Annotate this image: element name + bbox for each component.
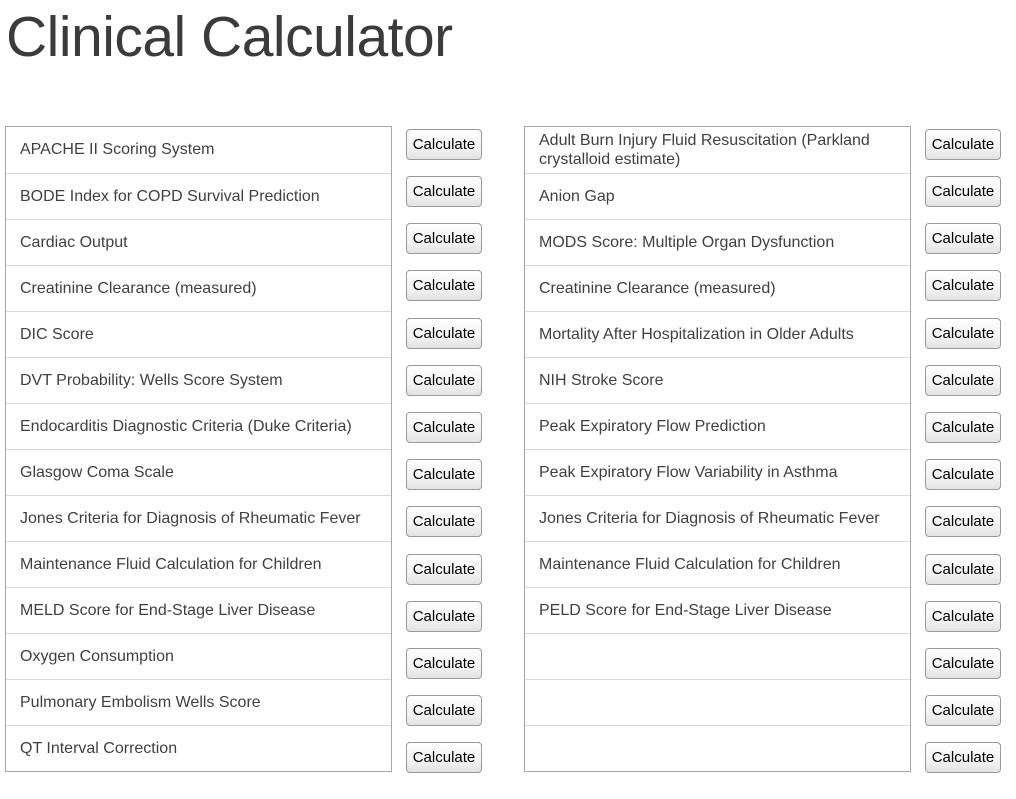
list-item-label: Mortality After Hospitalization in Older Adults [539,325,854,343]
button-slot [911,506,1001,553]
list-item-label: NIH Stroke Score [539,371,664,389]
calculate-button[interactable]: Calculate [406,270,482,301]
list-item [6,449,391,495]
list-item [525,219,910,265]
list-item [6,725,391,771]
list-item-label: PELD Score for End-Stage Liver Disease [539,601,832,619]
list-item-label: Creatinine Clearance (measured) [539,279,776,297]
button-slot [911,648,1001,695]
list-item [6,173,391,219]
button-slot [911,270,1001,317]
list-item [525,449,910,495]
calculate-button[interactable]: Calculate [406,365,482,396]
list-item [525,541,910,587]
calculate-button[interactable]: Calculate [406,318,482,349]
calculate-button[interactable]: Calculate [406,695,482,726]
list-item [525,127,910,173]
button-slot [911,601,1001,648]
list-item [525,265,910,311]
button-slot [911,129,1001,176]
calculate-button[interactable]: Calculate [925,695,1001,726]
button-slot [911,176,1001,223]
list-item [525,679,910,725]
calculate-button[interactable]: Calculate [925,318,1001,349]
list-item-label: Jones Criteria for Diagnosis of Rheumatic Fever [539,509,880,527]
list-item-label: Glasgow Coma Scale [20,463,174,481]
list-item-label: Pulmonary Embolism Wells Score [20,693,261,711]
list-item [6,127,391,173]
calculate-button[interactable]: Calculate [406,176,482,207]
calculate-button[interactable]: Calculate [406,459,482,490]
list-item [525,357,910,403]
button-slot [911,365,1001,412]
button-slot [911,742,1001,789]
calculator-list-right [524,126,911,772]
calculate-button[interactable]: Calculate [925,554,1001,585]
button-slot [911,554,1001,601]
calculate-button[interactable]: Calculate [406,506,482,537]
calculate-button[interactable]: Calculate [925,223,1001,254]
calculator-columns [5,126,1016,790]
button-slot [392,365,482,412]
calculator-list-left [5,126,392,772]
button-slot [392,459,482,506]
calculate-button[interactable]: Calculate [406,648,482,679]
list-item-label: Peak Expiratory Flow Variability in Asthma [539,463,838,481]
calculate-button[interactable]: Calculate [406,601,482,632]
calculate-button[interactable]: Calculate [925,601,1001,632]
list-item-label: Creatinine Clearance (measured) [20,279,257,297]
calculate-button[interactable]: Calculate [925,270,1001,301]
list-item [525,495,910,541]
calculate-button[interactable]: Calculate [925,412,1001,443]
button-slot [911,223,1001,270]
list-item [6,265,391,311]
list-item-label: Cardiac Output [20,233,128,251]
list-item-label: QT Interval Correction [20,739,178,757]
list-item [6,541,391,587]
button-slot [392,601,482,648]
list-item [6,587,391,633]
list-item-label: DIC Score [20,325,94,343]
calculate-button[interactable]: Calculate [406,554,482,585]
list-item-label: BODE Index for COPD Survival Prediction [20,187,320,205]
button-slot [392,176,482,223]
list-item [6,495,391,541]
calculator-column-left [5,126,482,790]
list-item [6,679,391,725]
list-item-label: Peak Expiratory Flow Prediction [539,417,766,435]
button-slot [392,318,482,365]
list-item-label: Adult Burn Injury Fluid Resuscitation (Parkland crystalloid estimate) [539,131,870,168]
list-item [6,311,391,357]
list-item-label: Endocarditis Diagnostic Criteria (Duke Criteria) [20,417,352,435]
calculate-button[interactable]: Calculate [925,506,1001,537]
calculate-button[interactable]: Calculate [925,129,1001,160]
list-item-label: DVT Probability: Wells Score System [20,371,283,389]
button-slot [911,318,1001,365]
list-item [6,357,391,403]
calculate-button[interactable]: Calculate [406,129,482,160]
button-slot [392,695,482,742]
list-item-label: Jones Criteria for Diagnosis of Rheumatic Fever [20,509,361,527]
button-slot [392,554,482,601]
calculate-button[interactable]: Calculate [406,742,482,773]
list-item-label: Anion Gap [539,187,615,205]
list-item-label: Maintenance Fluid Calculation for Children [20,555,322,573]
list-item-label: APACHE II Scoring System [20,141,215,159]
button-slot [392,223,482,270]
list-item-label: Oxygen Consumption [20,647,174,665]
button-slot [392,129,482,176]
list-item [6,219,391,265]
calculate-button[interactable]: Calculate [406,223,482,254]
button-slot [392,506,482,553]
list-item [6,403,391,449]
button-slot [911,695,1001,742]
button-slot [392,742,482,789]
list-item-label: Maintenance Fluid Calculation for Children [539,555,841,573]
calculate-button[interactable]: Calculate [925,742,1001,773]
list-item [525,173,910,219]
list-item [525,587,910,633]
calculate-button[interactable]: Calculate [925,648,1001,679]
calculate-button[interactable]: Calculate [925,176,1001,207]
list-item-label: MELD Score for End-Stage Liver Disease [20,601,316,619]
calculate-button[interactable]: Calculate [406,412,482,443]
button-column-right [911,126,1001,790]
button-slot [392,412,482,459]
button-slot [392,648,482,695]
calculate-button[interactable]: Calculate [925,365,1001,396]
list-item [525,311,910,357]
list-item-label: MODS Score: Multiple Organ Dysfunction [539,233,835,251]
list-item [525,633,910,679]
page-title: Clinical Calculator [6,5,453,69]
list-item [525,403,910,449]
calculator-column-right [524,126,1001,790]
calculate-button[interactable]: Calculate [925,459,1001,490]
button-slot [911,412,1001,459]
button-slot [392,270,482,317]
button-column-left [392,126,482,790]
list-item [525,725,910,771]
list-item [6,633,391,679]
button-slot [911,459,1001,506]
